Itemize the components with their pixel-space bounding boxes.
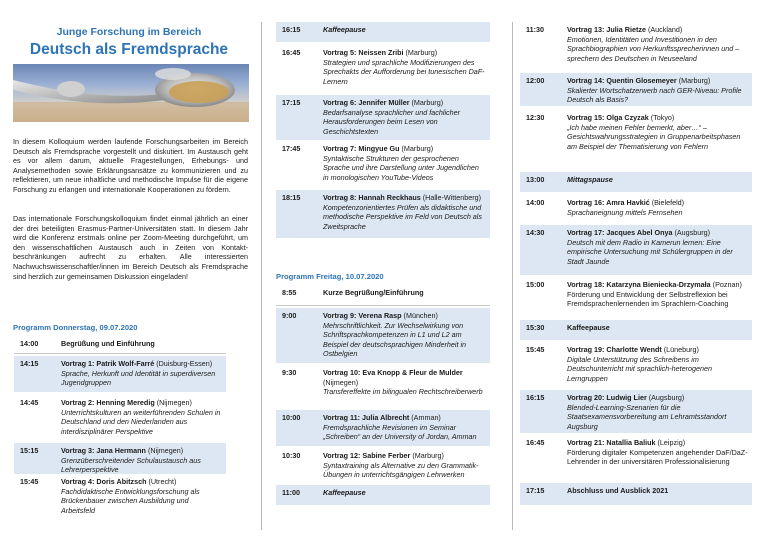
schedule-time: 15:30 <box>526 323 545 332</box>
talk-entry <box>567 280 748 309</box>
friday-heading: Programm Freitag, 10.07.2020 <box>276 272 384 281</box>
schedule-row <box>520 172 752 192</box>
talk-title <box>61 477 222 487</box>
talk-location: (Marburg) <box>410 451 444 460</box>
event-label: Kaffeepause <box>323 488 366 497</box>
schedule-row <box>520 225 752 275</box>
talk-speaker: Vortrag 21: Natallia Baliuk <box>567 438 656 447</box>
header-title: Deutsch als Fremdsprache <box>29 41 229 58</box>
schedule-event <box>323 288 486 298</box>
talk-location: (Nijmegen) <box>323 377 359 387</box>
talk-description: Grenzüberschreitender Schulaustausch aus Lehrerperspektive <box>61 455 201 475</box>
talk-description: „Ich habe meinen Fehler bemerkt, aber…“ – Gesichtswahrungsstrategien in Gruppenarbeitsphasen am Beispiel der Thematisierung von Fehlern <box>567 122 741 151</box>
talk-entry <box>323 48 486 86</box>
schedule-row <box>14 395 226 441</box>
talk-speaker: Vortrag 17: Jacques Abel Onya <box>567 228 673 237</box>
schedule-time: 14:15 <box>20 359 39 368</box>
talk-location: (Halle-Wittenberg) <box>420 193 482 202</box>
schedule-row <box>14 474 226 514</box>
schedule-row <box>276 365 490 409</box>
talk-title <box>567 198 748 208</box>
talk-speaker: Vortrag 3: Jana Hermann <box>61 446 146 455</box>
talk-location: (Augsburg) <box>672 228 711 237</box>
row-separator <box>276 305 490 306</box>
schedule-time: 9:30 <box>282 368 297 377</box>
talk-description: Mehrschriftlichkeit. Zur Wechselwirkung von Schriftsprachkompetenzen in L1 und L2 am Beispiel der deutschsprachigen Minderheit in Ostbelgien <box>323 320 467 359</box>
schedule-time: 16:45 <box>526 438 545 447</box>
talk-location: (Duisburg-Essen) <box>154 359 213 368</box>
talk-description: Kompetenzorientiertes Prüfen als didaktische und methodische Perspektive im Feld von Deutsch als Zweitsprache <box>323 202 482 231</box>
talk-description: Transfereffekte im bilingualen Rechtschreiberwerb <box>323 387 483 397</box>
talk-speaker: Vortrag 18: Katarzyna Bieniecka-Drzymała <box>567 280 711 289</box>
talk-entry <box>323 451 486 480</box>
talk-entry <box>61 446 222 475</box>
talk-title <box>567 113 748 123</box>
talk-entry <box>567 198 748 217</box>
schedule-time: 14:45 <box>20 398 39 407</box>
schedule-row <box>520 342 752 387</box>
talk-description: Emotionen, Identitäten und Investitionen in den Sprachbiographien von Herkunftssprecherinnen und –sprechern des Deutschen in Neuseeland <box>567 34 740 63</box>
talk-title <box>323 368 486 387</box>
event-label: Begrüßung und Einführung <box>61 339 155 348</box>
talk-speaker: Vortrag 10: Eva Knopp & Fleur de Mulder <box>323 368 463 377</box>
talk-title <box>567 393 748 403</box>
schedule-time: 12:00 <box>526 76 545 85</box>
talk-title <box>567 345 748 355</box>
talk-entry <box>323 311 486 359</box>
talk-description: Deutsch mit dem Radio in Kamerun lernen: Eine empirische Untersuchung mit Schülergruppen in der Stadt Jaunde <box>567 237 733 266</box>
row-separator <box>14 353 226 354</box>
talk-speaker: Vortrag 20: Ludwig Lier <box>567 393 647 402</box>
talk-title <box>323 193 486 203</box>
schedule-time: 9:00 <box>282 311 297 320</box>
schedule-time: 16:45 <box>282 48 301 57</box>
talk-location: (Marburg) <box>403 48 438 57</box>
schedule-row <box>276 285 490 305</box>
schedule-time: 12:30 <box>526 113 545 122</box>
event-label: Kurze Begrüßung/Einführung <box>323 288 424 297</box>
schedule-row <box>520 390 752 433</box>
talk-description: Sprache, Herkunft und Identität in superdiversen Jugendgruppen <box>61 368 216 388</box>
talk-entry <box>323 98 486 136</box>
talk-description: Skalierter Wortschatzerwerb nach GER-Niveau: Profile Deutsch als Basis? <box>567 85 742 105</box>
talk-title <box>61 359 222 369</box>
talk-speaker: Vortrag 15: Olga Czyzak <box>567 113 649 122</box>
talk-speaker: Vortrag 6: Jennifer Müller <box>323 98 410 107</box>
schedule-time: 16:15 <box>526 393 545 402</box>
talk-entry <box>567 76 748 105</box>
schedule-row <box>520 195 752 223</box>
talk-location: (Auckland) <box>645 25 683 34</box>
talk-location: (Marburg) <box>409 98 444 107</box>
schedule-time: 17:15 <box>282 98 301 107</box>
talk-location: (München) <box>401 311 438 320</box>
talk-entry <box>323 413 486 442</box>
talk-entry <box>567 345 748 383</box>
talk-location: (Augsburg) <box>646 393 685 402</box>
schedule-row <box>276 22 490 42</box>
talk-description: Blended-Learning-Szenarien für die Staatsexamensvorbereitung am Lehramtsstandort Augsburg <box>567 402 727 431</box>
talk-entry <box>61 359 222 388</box>
schedule-event <box>61 339 222 349</box>
talk-location: (Amman) <box>409 413 441 422</box>
talk-speaker: Vortrag 13: Julia Rietze <box>567 25 646 34</box>
talk-entry <box>61 477 222 515</box>
column-intro <box>0 0 258 543</box>
schedule-event <box>323 25 486 35</box>
talk-description: Digitale Unterstützung des Schreibens im Deutschunterricht mit sprachlich-heterogenen Lerngruppen <box>567 354 713 383</box>
talk-description: Förderung digitaler Kompetenzen angehender DaF/DaZ-Lehrender in der universitären Professionalisierung <box>567 447 748 467</box>
talk-title <box>323 144 486 154</box>
schedule-row <box>520 277 752 319</box>
schedule-time: 11:00 <box>282 488 300 497</box>
schedule-time: 16:15 <box>282 25 301 34</box>
schedule-event <box>567 175 748 185</box>
talk-title <box>61 398 222 408</box>
spoon-illustration <box>13 64 249 122</box>
schedule-time: 18:15 <box>282 193 301 202</box>
column-schedule-2 <box>262 0 508 543</box>
talk-title <box>323 413 486 423</box>
schedule-row <box>520 73 752 106</box>
talk-speaker: Vortrag 11: Julia Albrecht <box>323 413 410 422</box>
talk-entry <box>567 25 748 63</box>
talk-description: Syntaxtraining als Alternative zu den Grammatik-Übungen in unterrichtsgängigen Lehrwerken <box>323 460 479 480</box>
talk-title <box>323 451 486 461</box>
talk-entry <box>567 113 748 151</box>
schedule-event <box>567 486 748 496</box>
talk-description: Unterrichtskulturen an weiterführenden Schulen in Deutschland und den Niederlanden aus interdisziplinärer Perspektive <box>61 407 221 436</box>
talk-speaker: Vortrag 2: Henning Meredig <box>61 398 155 407</box>
schedule-row <box>520 483 752 505</box>
schedule-row <box>276 45 490 93</box>
talk-title <box>567 76 748 86</box>
talk-description: Syntaktische Strukturen der gesprochenen Sprache und ihre Darstellung unter Jugendlichen in monologischen YouTube-Videos <box>323 153 479 182</box>
talk-entry <box>61 398 222 436</box>
schedule-time: 15:00 <box>526 280 545 289</box>
schedule-time: 11:30 <box>526 25 544 34</box>
talk-entry <box>567 228 748 266</box>
talk-title <box>323 311 486 321</box>
schedule-row <box>14 336 226 353</box>
schedule-row <box>520 435 752 483</box>
thursday-heading: Programm Donnerstag, 09.07.2020 <box>13 323 138 332</box>
talk-entry <box>323 368 486 397</box>
talk-speaker: Vortrag 5: Neissen Zribi <box>323 48 404 57</box>
talk-description: Fachdidaktische Entwicklungsforschung als Brückenbauer zwischen Ausbildung und Arbeitsfeld <box>61 486 200 515</box>
talk-entry <box>567 438 748 467</box>
talk-location: (Marburg) <box>676 76 711 85</box>
talk-speaker: Vortrag 4: Doris Abitzsch <box>61 477 147 486</box>
column-schedule-3 <box>518 0 768 543</box>
talk-speaker: Vortrag 19: Charlotte Wendt <box>567 345 662 354</box>
talk-entry <box>323 193 486 231</box>
schedule-row <box>276 410 490 446</box>
schedule-time: 15:15 <box>20 446 39 455</box>
schedule-time: 14:00 <box>20 339 39 348</box>
talk-speaker: Vortrag 14: Quentin Glosemeyer <box>567 76 677 85</box>
schedule-time: 8:55 <box>282 288 297 297</box>
talk-entry <box>567 393 748 431</box>
schedule-row <box>14 443 226 474</box>
schedule-row <box>276 485 490 505</box>
schedule-row <box>520 110 752 170</box>
talk-location: (Leipzig) <box>655 438 686 447</box>
talk-title <box>323 98 486 108</box>
talk-location: (Nijmegen) <box>154 398 192 407</box>
schedule-event <box>567 323 748 333</box>
schedule-row <box>276 448 490 488</box>
talk-speaker: Vortrag 12: Sabine Ferber <box>323 451 411 460</box>
schedule-row <box>520 320 752 340</box>
talk-speaker: Vortrag 9: Verena Rasp <box>323 311 402 320</box>
schedule-row <box>520 22 752 72</box>
schedule-row <box>276 95 490 140</box>
talk-title <box>567 228 748 238</box>
schedule-time: 15:45 <box>526 345 545 354</box>
header-subtitle: Junge Forschung im Bereich <box>56 26 202 38</box>
talk-location: (Utrecht) <box>146 477 177 486</box>
event-label: Kaffeepause <box>567 323 610 332</box>
talk-location: (Bielefeld) <box>649 198 685 207</box>
talk-location: (Poznan) <box>710 280 742 289</box>
talk-speaker: Vortrag 8: Hannah Reckhaus <box>323 193 421 202</box>
talk-description: Fremdsprachliche Revisionen im Seminar „Schreiben“ an der University of Jordan, Amman <box>323 422 477 442</box>
column-divider <box>512 22 513 530</box>
talk-location: (Tokyo) <box>648 113 675 122</box>
talk-location: (Nijmegen) <box>145 446 184 455</box>
talk-title <box>323 48 486 58</box>
schedule-time: 17:45 <box>282 144 301 153</box>
talk-description: Förderung und Entwicklung der Selbstreflexion bei Fremdsprachenlernenden im Sprachlern-Coaching <box>567 289 729 309</box>
schedule-event <box>323 488 486 498</box>
schedule-time: 13:00 <box>526 175 545 184</box>
talk-title <box>567 438 748 448</box>
talk-speaker: Vortrag 1: Patrik Wolf-Farré <box>61 359 155 368</box>
schedule-row <box>276 308 490 363</box>
talk-title <box>567 280 748 290</box>
schedule-time: 17:15 <box>526 486 545 495</box>
event-label: Kaffeepause <box>323 25 366 34</box>
schedule-time: 10:30 <box>282 451 301 460</box>
schedule-row <box>14 356 226 392</box>
schedule-time: 15:45 <box>20 477 39 486</box>
talk-speaker: Vortrag 7: Mingyue Gu <box>323 144 400 153</box>
talk-description: Strategien und sprachliche Modifizierungen des Sprechakts der Aufforderung bei tunesischen DaF-Lernern <box>323 57 485 86</box>
schedule-time: 14:30 <box>526 228 545 237</box>
talk-location: (Marburg) <box>399 144 434 153</box>
event-label: Mittagspause <box>567 175 613 184</box>
intro-paragraph-2: Das internationale Forschungskolloquium findet einmal jährlich an einer der drei beteiligten Erasmus-Partner-Universitäten statt. In diesem Jahr wird die Konferenz erstmals online per Zoom-Meeting durchgeführt, um den wissenschaftlichen Austausch auch in Zeiten von Kontakt-beschränkungen aufrecht zu erhalten. Alle interessierten Nachwuchswissenschaftler/innen im Bereich Deutsch als Fremdsprache sind herzlich zur gemeinsamen Diskussion eingeladen! <box>13 214 248 281</box>
talk-speaker: Vortrag 16: Amra Havkić <box>567 198 650 207</box>
talk-location: (Lüneburg) <box>661 345 699 354</box>
talk-description: Sprachaneignung mittels Fernsehen <box>567 207 683 217</box>
talk-title <box>567 25 748 35</box>
schedule-time: 14:00 <box>526 198 545 207</box>
talk-title <box>61 446 222 456</box>
spoon-banner-image <box>13 64 249 122</box>
event-label: Abschluss und Ausblick 2021 <box>567 486 669 495</box>
talk-entry <box>323 144 486 182</box>
intro-paragraph-1: In diesem Kolloquium werden laufende Forschungsarbeiten im Bereich Deutsch als Fremdsprache vorgestellt und diskutiert. Im Austausch geht es vor allem darum, aktuelle Fragestellungen, Erhebungs- und Analysemethoden sowie Erklärungsansätze zu kommunizieren und zu reflektieren, um neue inhaltliche und methodische Impulse für die eigene Forschung zu erlangen und internationale Kooperationen zu fördern. <box>13 137 248 194</box>
schedule-time: 10:00 <box>282 413 301 422</box>
talk-description: Bedarfsanalyse sprachlicher und fachlicher Herausforderungen beim Lesen von Geschichtstexten <box>323 107 461 136</box>
schedule-row <box>276 141 490 189</box>
schedule-row <box>276 190 490 238</box>
